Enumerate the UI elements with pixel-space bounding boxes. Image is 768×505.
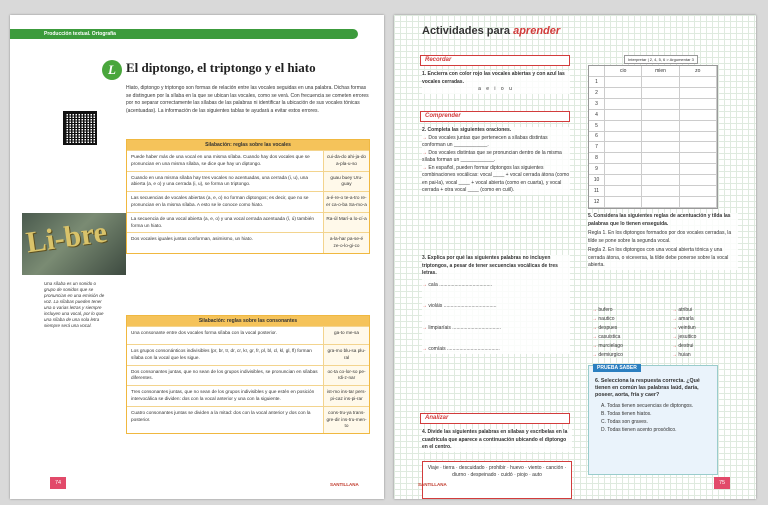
question-2: 2. Completa las siguientes oraciones. → Dos vocales juntas que pertenecen a sílabas distintas conforman un ____________. → Dos vocales distintas que se pronuncian dentro de la misma sílaba forman un ____________. → En español, pueden formar diptongos las siguientes combinaciones vocálicas: vocal ____ + vocal cerrada átona (como en pai-la), vocal ____ + vocal abierta (como en cuarta), y vocal cerrada + otra vocal ____ (como en cuiil).	[422, 127, 570, 193]
page-title: El diptongo, el triptongo y el hiato	[126, 60, 316, 75]
intro-paragraph: Hiato, diptongo y triptongo son formas de relación entre las vocales seguidas en una palabra. Dichas formas se distinguen por la sílaba en la que se ubican las vocales, como se verá. Con frecuencia se cometen errores por no separar correctamente las sílabas de las palabras ni identificar la ubicación de sus vocales tónicas (acentuadas). La información de las siguientes tablas te ayudará a evitar estos errores.	[126, 85, 369, 114]
q3-item: → violáis ......................................	[422, 303, 497, 309]
table-row: Una consonante entre dos vocales forma sílaba con la vocal posterior. ga-to me-sa	[127, 326, 369, 344]
question-5: 5. Considera las siguientes reglas de acentuación y tilda las palabras que lo tienen enseguida. Regla 1. En los diptongos formados por dos vocales cerradas, la tilde se pone sobre la segunda vocal. Regla 2. En los diptongos con una vocal abierta tónica y una cerrada átona, o viceversa, la tilde debe ponerse sobre la vocal abierta.	[588, 213, 738, 270]
arrow-icon: →	[422, 303, 429, 309]
answer-option-d[interactable]: D. Todas tienen acento prosódico.	[601, 427, 677, 433]
q2-item: → En español, pueden formar diptongos las siguientes combinaciones vocálicas: vocal ____ + vocal cerrada átona (como en pai-la), vocal ____ + vocal abierta (como en cuarta), y vocal cerrada + otra vocal ____ (como en cuiil).	[422, 164, 570, 193]
table-row: La secuencia de una vocal abierta (a, e, o) y una vocal cerrada acentuada (í, ú) también forma un hiato. Ra-úl Marí-a lo-cí-a	[127, 212, 369, 233]
publisher-logo: SANTILLANA	[330, 482, 359, 487]
answer-option-b[interactable]: B. Todas tienen hiatos.	[601, 411, 652, 417]
table-row: Puede haber más de una vocal en una misma sílaba. Cuando hay dos vocales que se pronuncian en una misma sílaba, se dice que hay un diptongo. cui-da-do ahi-ja-do a-pla-u-so	[127, 150, 369, 171]
q5-word-row: → despues → veintiun	[592, 325, 696, 331]
libre-photo	[22, 213, 126, 275]
left-page	[10, 15, 384, 499]
table-row: Las secuencias de vocales abiertas (a, e, o) no forman diptongos; es decir, que no se pronuncian en la misma sílaba. A esto se le conoce como hiato. a-é-re-o te-a-tro re-er ca-o-ba Sa-mo-a	[127, 191, 369, 212]
prueba-saber-label: PRUEBA SABER	[593, 364, 641, 372]
table-row: Los grupos consonánticos indivisibles (pr, br, tr, dr, cr, kr, gr, fr, pl, bl, cl, kl, gl, fl) forman sílaba con la vocal que les sigue. gra-mo blu-sa plu-ral	[127, 344, 369, 365]
q3-item: → limpiaríais ...................................	[422, 324, 501, 331]
question-3: 3. Explica por qué las siguientes palabras no incluyen triptongos, a pesar de tener secuencias vocálicas de tres letras. → caía ...................................... → violáis ...................................... → limpiaríais ................................... → comíais ......................................	[422, 255, 570, 354]
table-row: Dos consonantes juntas, que no sean de los grupos indivisibles, se pronuncian en sílabas diferentes. oc-ta co-lor-so pe-rdi-z-nar	[127, 365, 369, 386]
q5-word-row: → casuistica → jesuitico	[592, 334, 697, 340]
question-6: 6. Selecciona la respuesta correcta. ¿Qué tienen en común las palabras laúd, daría, poseer, aorta, fría y caer? A. Todas tienen secuencias de diptongos. B. Todas tienen hiatos. C. Todas son graves. D. Todas tienen acento prosódico.	[595, 378, 713, 434]
table-header: Silabación: reglas sobre las vocales	[127, 140, 369, 150]
table-row: Dos vocales iguales juntas conforman, asimismo, un hiato. a-la-har pa-se-é ze-o-lo-gi-co	[127, 232, 369, 253]
prueba-saber-box	[588, 365, 718, 475]
skills-path: Interpretar | 2, 4, 5, 6 > Argumentar 3	[624, 55, 698, 64]
vowel-rules-table	[126, 139, 370, 254]
activities-title: Actividades para aprender	[422, 25, 561, 37]
answer-option-a[interactable]: A. Todas tienen secuencias de diptongos.	[601, 403, 694, 409]
page-number: 75	[714, 477, 730, 489]
table-header: Silabación: reglas sobre las consonantes	[127, 316, 369, 326]
arrow-icon: →	[422, 134, 429, 141]
arrow-icon: →	[422, 149, 429, 156]
table-row: Tres consonantes juntas, que no sean de los grupos indivisibles y que estén en posición intervocálica se dividen: dos con la vocal anterior y una con la siguiente. ist-mo ins-tar pers-pi-caz ins-pi-rar	[127, 385, 369, 406]
word-box: Viaje · tierra · descuidado · prohibir · huevo · viento · canción · diurno · despeinado · cuidó · piojo · auto	[422, 461, 572, 499]
arrow-icon: →	[422, 346, 429, 352]
photo-caption: Una sílaba es un sonido o grupo de sonidos que se pronuncian en una emisión de voz. La sílabas pueden tener una o varias letras y siempre incluyen una vocal, por lo que una sílaba de una sola letra siempre será una vocal.	[44, 281, 105, 328]
q2-item: → Dos vocales juntas que pertenecen a sílabas distintas conforman un ____________.	[422, 134, 548, 148]
q3-item: → comíais ......................................	[422, 346, 500, 352]
consonant-rules-table	[126, 315, 370, 434]
photo-text: Li-bre	[24, 215, 109, 260]
q5-word-row: → bufero → atribui	[592, 307, 693, 313]
question-1: 1. Encierra con color rojo las vocales abiertas y con azul las vocales cerradas. a e i o u	[422, 71, 570, 94]
syllable-grid[interactable]: cio mien zo 1 2 3 4 5 6 7 8 9 10 11 12	[588, 65, 718, 209]
comprender-band: Comprender	[420, 111, 570, 122]
section-banner: Producción textual. Ortografía	[10, 29, 358, 39]
table-row: Cuando en una misma sílaba hay tres vocales no acentuadas, una cerrada (i, u), una abierta (a, e o) y una cerrada (i, u), se forma un triptongo. guau buey Uru-guay	[127, 171, 369, 192]
q5-word-row: → demiurgico → huian	[592, 352, 691, 358]
q5-word-row: → murcielago → destrui	[592, 343, 694, 349]
right-page	[394, 15, 756, 499]
arrow-icon: →	[422, 164, 429, 171]
recordar-band: Recordar	[420, 55, 570, 66]
analizar-band: Analizar	[420, 413, 570, 424]
q3-item: → caía ......................................	[422, 281, 493, 288]
page-number: 74	[50, 477, 66, 489]
lesson-logo-icon: L	[102, 60, 122, 80]
arrow-icon: →	[422, 281, 429, 288]
q2-item: → Dos vocales distintas que se pronuncian dentro de la misma sílaba forman un ____________.	[422, 149, 562, 163]
qr-code-icon[interactable]	[63, 111, 97, 145]
publisher-logo: SANTILLANA	[418, 482, 447, 487]
table-row: Cuatro consonantes juntas se dividen a la mitad: dos con la vocal anterior y dos con la posterior. cons-tru-ya trans-gre-dir ins-tru-men-to	[127, 406, 369, 433]
answer-option-c[interactable]: C. Todas son graves.	[601, 419, 648, 425]
q5-word-row: → nautico → amarla	[592, 316, 694, 322]
question-4: 4. Divide las siguientes palabras en sílabas y escríbelas en la cuadrícula que aparece a continuación ubicando el diptongo en el centro.	[422, 429, 572, 452]
arrow-icon: →	[422, 324, 429, 331]
